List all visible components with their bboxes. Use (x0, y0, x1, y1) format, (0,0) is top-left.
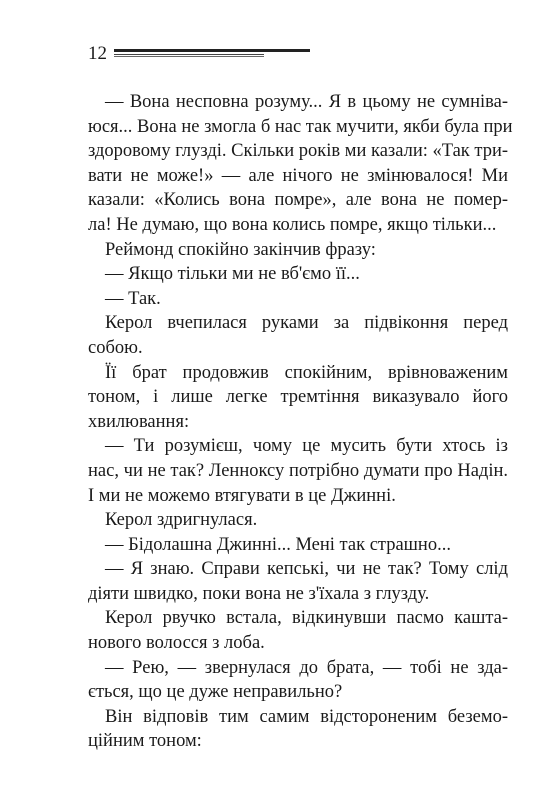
text-line: казали: «Колись вона помре», але вона не помер- (88, 190, 508, 211)
text-line: нового волосся з лоба. (88, 633, 265, 654)
text-line: вати не може!» — але нічого не змінювалося! Ми (88, 165, 508, 186)
text-line: — Так. (105, 288, 161, 309)
header-rule-thin (114, 54, 264, 55)
text-line: Реймонд спокійно закінчив фразу: (105, 239, 376, 260)
paragraph (88, 262, 508, 287)
text-line: ється, що це дуже неправильно? (88, 682, 343, 703)
text-line: ла! Не думаю, що вона колись помре, якщо тільки... (88, 214, 497, 235)
paragraph (88, 238, 508, 263)
paragraph (88, 361, 508, 435)
text-line: хвилювання: (88, 411, 190, 432)
text-line: Її брат продовжив спокійним, врівноваженим (105, 362, 508, 383)
text-line: — Бідолашна Джинні... Мені так страшно... (105, 534, 451, 555)
text-line: діяти швидко, поки вона не з'їхала з глузду. (88, 583, 430, 604)
text-line: Керол рвучко встала, відкинувши пасмо кашта- (105, 608, 508, 629)
text-line: юся... Вона не змогла б нас так мучити, якби була при (88, 116, 513, 137)
text-line: І ми не можемо втягувати в це Джинні. (88, 485, 396, 506)
text-line: ційним тоном: (88, 731, 202, 752)
paragraph (88, 656, 508, 705)
body-text (88, 90, 513, 754)
text-line: — Рею, — звернулася до брата, — тобі не зда- (105, 657, 508, 678)
paragraph (88, 705, 508, 754)
header-rule-thin (114, 56, 264, 57)
paragraph (88, 90, 513, 238)
page-header (88, 42, 318, 66)
page-number: 12 (88, 43, 107, 64)
text-line: Він відповів тим самим відстороненим беземо- (105, 706, 508, 727)
paragraph (88, 311, 508, 360)
paragraph (88, 434, 508, 508)
text-line: собою. (88, 337, 143, 358)
text-line: — Вона несповна розуму... Я в цьому не сумніва- (105, 92, 508, 112)
paragraph (88, 533, 508, 558)
paragraph (88, 557, 508, 606)
text-line: здоровому глузді. Скільки років ми казали: «Так три- (88, 141, 509, 162)
paragraph (88, 508, 508, 533)
text-line: тоном, і лише легке тремтіння виказувало його (88, 387, 508, 408)
text-line: — Я знаю. Справи кепські, чи не так? Тому слід (105, 559, 508, 580)
header-rule (114, 49, 310, 58)
text-line: — Ти розумієш, чому це мусить бути хтось із (105, 436, 508, 457)
text-line: нас, чи не так? Ленноксу потрібно думати про Надін. (88, 460, 508, 481)
text-line: Керол вчепилася руками за підвіконня перед (105, 313, 508, 334)
text-line: — Якщо тільки ми не вб'ємо її... (105, 264, 360, 285)
paragraph (88, 606, 508, 655)
paragraph (88, 287, 508, 312)
header-rule-thick (114, 49, 310, 52)
text-line: Керол здригнулася. (105, 510, 258, 531)
